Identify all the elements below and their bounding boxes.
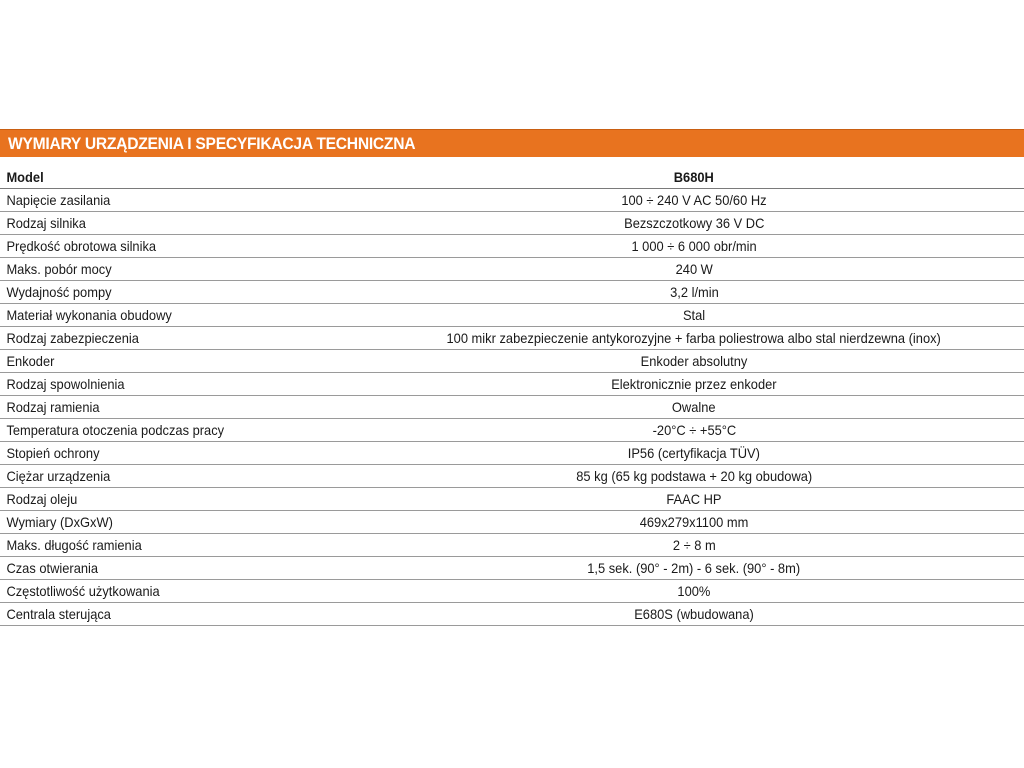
row-value: 469x279x1100 mm — [639, 514, 749, 530]
table-row — [0, 350, 1024, 373]
row-value: 1,5 sek. (90° - 2m) - 6 sek. (90° - 8m) — [587, 560, 801, 576]
table-row — [0, 419, 1024, 442]
row-value: Bezszczotkowy 36 V DC — [623, 215, 765, 231]
section-banner — [0, 129, 1024, 157]
row-label: Rodzaj zabezpieczenia — [6, 330, 139, 346]
row-label: Materiał wykonania obudowy — [6, 307, 172, 323]
row-value-cell — [400, 376, 1024, 392]
table-row — [0, 212, 1024, 235]
row-label: Napięcie zasilania — [6, 192, 111, 208]
row-value: 100% — [677, 583, 711, 599]
row-value: 2 ÷ 8 m — [672, 537, 716, 553]
row-label: Ciężar urządzenia — [6, 468, 111, 484]
table-row — [0, 603, 1024, 626]
row-value-cell — [400, 560, 1024, 576]
row-value: E680S (wbudowana) — [634, 606, 754, 622]
row-value-cell — [400, 606, 1024, 622]
row-value: 100 mikr zabezpieczenie antykorozyjne + farba poliestrowa albo stal nierdzewna (inox) — [446, 330, 942, 346]
row-label: Maks. pobór mocy — [6, 261, 112, 277]
table-row — [0, 442, 1024, 465]
row-label: Wymiary (DxGxW) — [6, 514, 113, 530]
row-label: Enkoder — [6, 353, 55, 369]
row-value-cell — [400, 215, 1024, 231]
header-model-name: B680H — [673, 168, 715, 185]
spec-table — [0, 165, 1024, 626]
row-value-cell — [400, 284, 1024, 300]
table-header-row — [0, 165, 1024, 189]
row-value-cell — [400, 422, 1024, 438]
row-value: 85 kg (65 kg podstawa + 20 kg obudowa) — [576, 468, 812, 484]
table-row — [0, 235, 1024, 258]
row-value-cell — [400, 399, 1024, 415]
row-value: Owalne — [672, 399, 716, 415]
row-label: Maks. długość ramienia — [6, 537, 142, 553]
row-label: Stopień ochrony — [6, 445, 100, 461]
row-label: Rodzaj silnika — [6, 215, 86, 231]
table-row — [0, 304, 1024, 327]
row-label: Prędkość obrotowa silnika — [6, 238, 157, 254]
row-value-cell — [400, 445, 1024, 461]
table-row — [0, 373, 1024, 396]
row-value-cell — [400, 583, 1024, 599]
row-label: Wydajność pompy — [6, 284, 112, 300]
section-title: WYMIARY URZĄDZENIA I SPECYFIKACJA TECHNICZNA — [8, 133, 416, 153]
row-label: Centrala sterująca — [6, 606, 111, 622]
table-row — [0, 189, 1024, 212]
header-label: Model — [6, 168, 44, 185]
row-value-cell — [400, 330, 1024, 346]
table-row — [0, 488, 1024, 511]
spec-sheet — [0, 129, 1024, 626]
table-row — [0, 511, 1024, 534]
table-row — [0, 465, 1024, 488]
table-row — [0, 281, 1024, 304]
table-row — [0, 327, 1024, 350]
row-value: Elektronicznie przez enkoder — [611, 376, 777, 392]
row-value-cell — [400, 468, 1024, 484]
table-row — [0, 534, 1024, 557]
row-value-cell — [400, 537, 1024, 553]
row-label: Częstotliwość użytkowania — [6, 583, 160, 599]
row-value: -20°C ÷ +55°C — [652, 422, 736, 438]
row-value: FAAC HP — [666, 491, 722, 507]
row-value: IP56 (certyfikacja TÜV) — [627, 445, 761, 461]
row-value-cell — [400, 491, 1024, 507]
row-label: Rodzaj spowolnienia — [6, 376, 125, 392]
header-value — [400, 169, 1024, 185]
row-value: Enkoder absolutny — [640, 353, 748, 369]
row-value-cell — [400, 514, 1024, 530]
row-value-cell — [400, 238, 1024, 254]
table-row — [0, 557, 1024, 580]
row-value-cell — [400, 192, 1024, 208]
row-label: Temperatura otoczenia podczas pracy — [6, 422, 225, 438]
row-label: Czas otwierania — [6, 560, 99, 576]
row-value: 1 000 ÷ 6 000 obr/min — [631, 238, 757, 254]
row-value: Stal — [682, 307, 706, 323]
table-body — [0, 189, 1024, 626]
row-value: 240 W — [675, 261, 713, 277]
row-value: 3,2 l/min — [669, 284, 719, 300]
table-row — [0, 258, 1024, 281]
row-value-cell — [400, 353, 1024, 369]
table-row — [0, 396, 1024, 419]
table-row — [0, 580, 1024, 603]
row-label: Rodzaj ramienia — [6, 399, 100, 415]
row-value-cell — [400, 261, 1024, 277]
row-value: 100 ÷ 240 V AC 50/60 Hz — [621, 192, 767, 208]
row-label: Rodzaj oleju — [6, 491, 78, 507]
row-value-cell — [400, 307, 1024, 323]
